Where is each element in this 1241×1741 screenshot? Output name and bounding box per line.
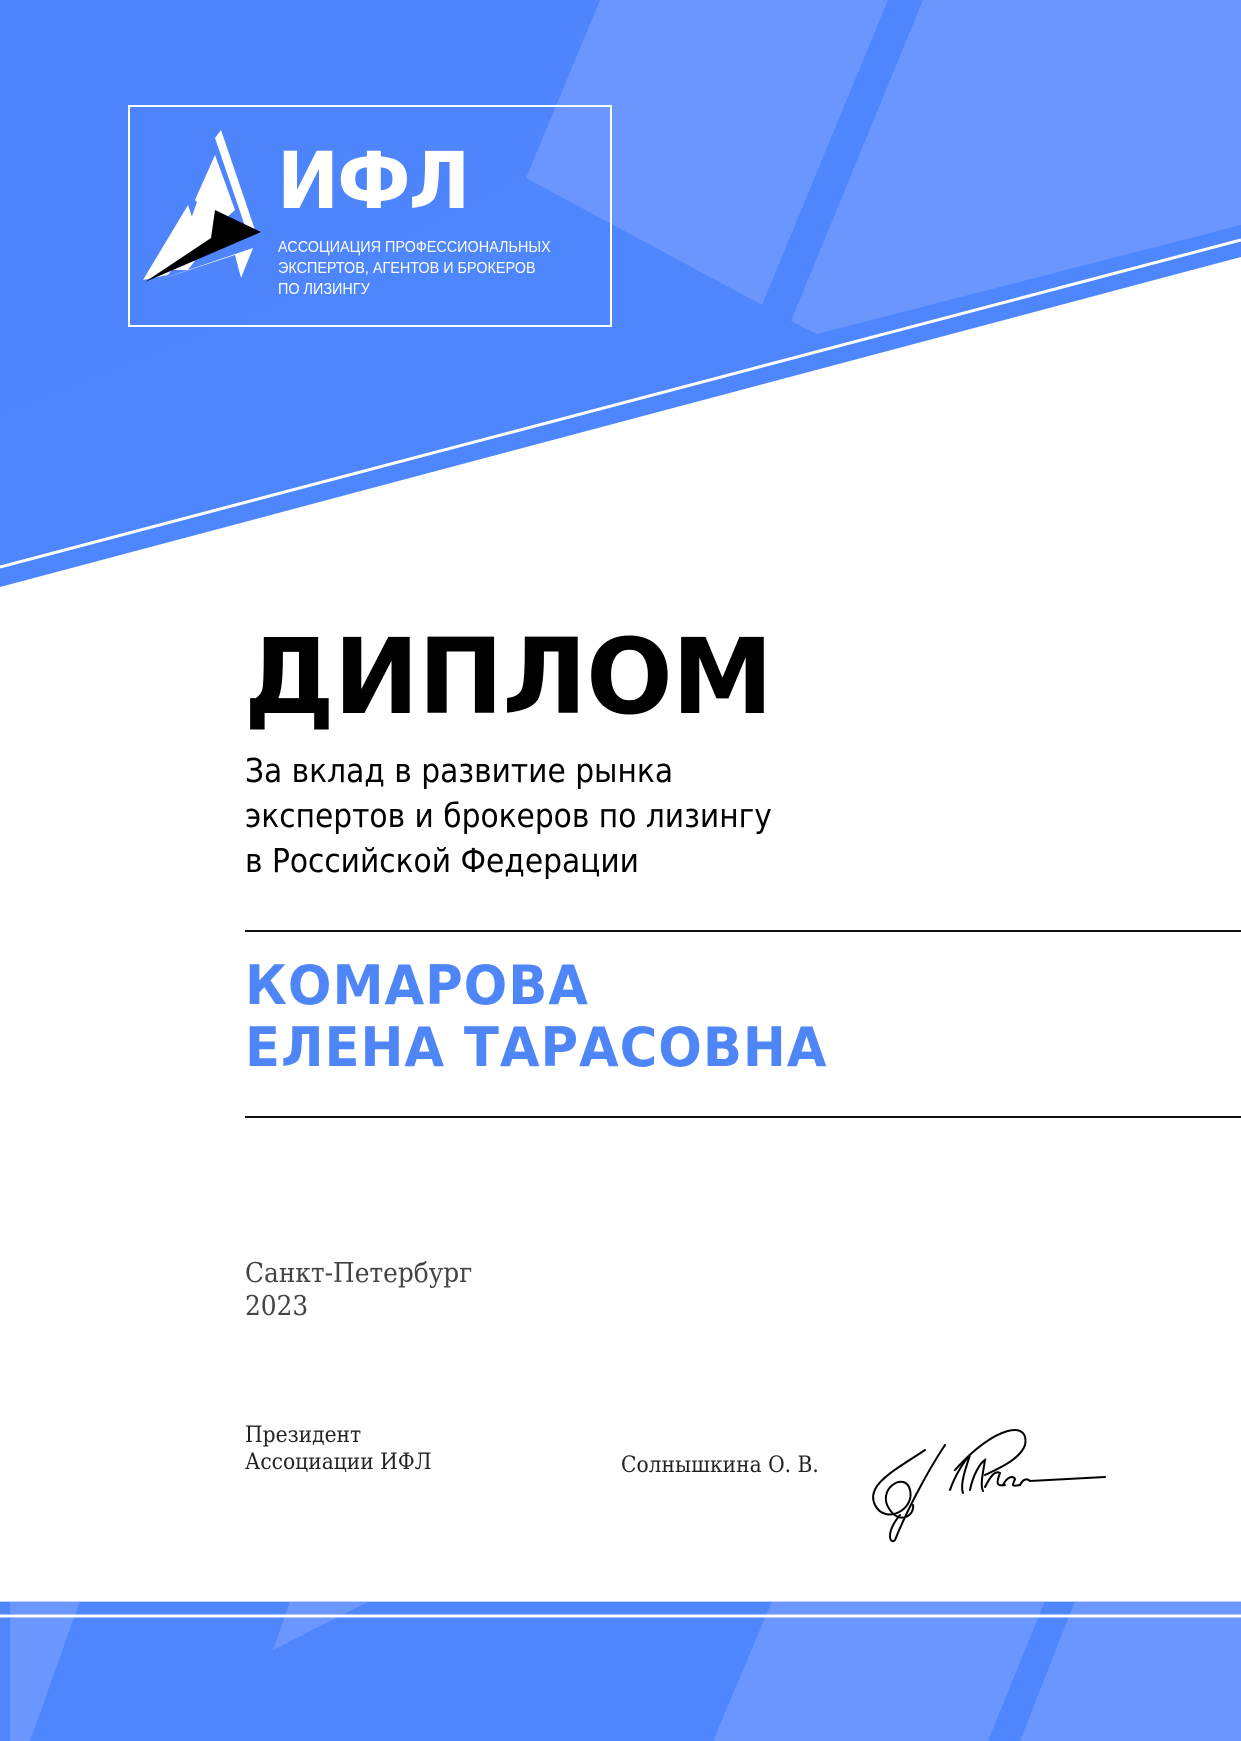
divider-bottom [245,1116,1241,1118]
signatory-role-line: Президент [245,1423,362,1448]
logo-abbreviation: ИФЛ [277,137,469,227]
handwritten-signature-icon [855,1415,1115,1545]
recipient-surname: КОМАРОВА [245,954,589,1017]
divider-top [245,930,1241,932]
award-reason [245,748,772,883]
signatory-role [245,1422,432,1476]
logo-subtitle [278,237,551,300]
diploma-title: ДИПЛОМ [244,616,773,738]
place-and-date [245,1257,472,1323]
recipient-given-names: ЕЛЕНА ТАРАСОВНА [245,1016,828,1079]
award-reason-line: экспертов и брокеров по лизингу [245,796,772,835]
award-reason-line: За вклад в развитие рынка [245,751,674,790]
logo-subtitle-line: АССОЦИАЦИЯ ПРОФЕССИОНАЛЬНЫХ [278,239,551,256]
signatory-role-line: Ассоциации ИФЛ [245,1450,432,1475]
paper-plane-arrow-icon [143,130,265,285]
logo-subtitle-line: ПО ЛИЗИНГУ [278,281,370,298]
city: Санкт-Петербург [245,1258,473,1289]
logo-subtitle-line: ЭКСПЕРТОВ, АГЕНТОВ И БРОКЕРОВ [278,260,536,277]
signatory-name: Солнышкина О. В. [621,1453,819,1478]
logo-box [128,105,612,327]
year: 2023 [245,1291,309,1322]
recipient-name [245,955,827,1079]
award-reason-line: в Российской Федерации [245,841,639,880]
